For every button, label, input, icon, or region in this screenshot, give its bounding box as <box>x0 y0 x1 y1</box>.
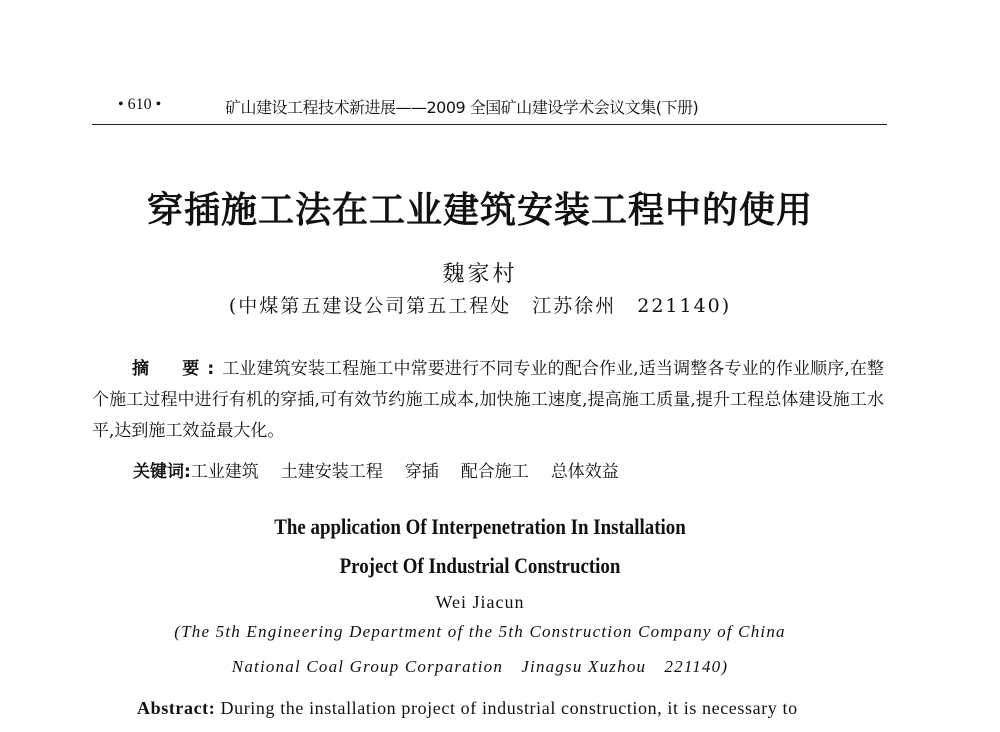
abstract-en <box>137 693 887 723</box>
header-rule <box>92 124 887 125</box>
author-en: Wei Jiacun <box>435 592 525 612</box>
keyword: 土建安装工程 <box>280 462 383 482</box>
page-number: • 610 • <box>118 96 162 113</box>
affiliation-en-line1: (The 5th Engineering Department of the 5th Construction Company of China <box>174 622 786 641</box>
article-title-en-line1: The application Of Interpenetration In Installation <box>274 514 686 539</box>
keyword: 总体效益 <box>550 462 619 482</box>
running-header: 矿山建设工程技术新进展——2009 全国矿山建设学术会议文集(下册) <box>225 98 699 117</box>
article-title-en-line2: Project Of Industrial Construction <box>339 553 621 578</box>
affiliation-cn: (中煤第五建设公司第五工程处 江苏徐州 221140) <box>228 295 732 317</box>
abstract-cn <box>92 354 884 447</box>
abstract-text-en: During the installation project of industrial construction, it is necessary to <box>220 698 798 718</box>
abstract-text-cn: 工业建筑安装工程施工中常要进行不同专业的配合作业,适当调整各专业的作业顺序,在整个施工过程中进行有机的穿插,可有效节约施工成本,加快施工速度,提高施工质量,提升工程总体建设施工水平,达到施工效益最大化。 <box>92 359 884 441</box>
keywords-label-cn: 关键词: <box>133 462 191 482</box>
author-cn: 魏家村 <box>442 262 518 287</box>
keywords-cn <box>133 457 641 482</box>
article-title-cn: 穿插施工法在工业建筑安装工程中的使用 <box>146 190 813 231</box>
keyword: 工业建筑 <box>190 462 259 482</box>
keyword: 配合施工 <box>460 462 529 482</box>
keyword: 穿插 <box>404 462 439 482</box>
affiliation-en-line2: National Coal Group Corparation Jinagsu Xuzhou 221140) <box>231 657 729 676</box>
abstract-label-en: Abstract: <box>137 698 216 718</box>
abstract-label-cn: 摘 要: <box>132 359 223 379</box>
